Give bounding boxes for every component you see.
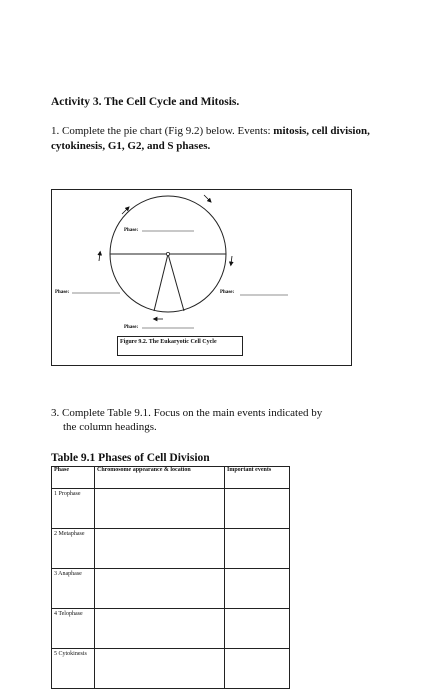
- row-phase-label: 4 Telophase: [54, 611, 83, 617]
- phase-label-bottom: Phase:: [124, 325, 139, 330]
- activity-title: Activity 3. The Cell Cycle and Mitosis.: [51, 96, 240, 108]
- table-row: [52, 529, 290, 569]
- row-phase-label: 3 Anaphase: [54, 571, 82, 577]
- figure-caption: Figure 9.2. The Eukaryotic Cell Cycle: [117, 336, 243, 356]
- arrow-left: [99, 253, 100, 261]
- answer-cell[interactable]: [95, 649, 225, 689]
- phases-table: [51, 466, 290, 689]
- row-phase-label: 1 Prophase: [54, 491, 81, 497]
- answer-cell[interactable]: [95, 489, 225, 529]
- answer-cell[interactable]: [225, 649, 290, 689]
- header-events: Important events: [225, 467, 290, 489]
- answer-cell[interactable]: [225, 609, 290, 649]
- answer-cell[interactable]: [225, 569, 290, 609]
- table-row: [52, 569, 290, 609]
- phase-label-left: Phase:: [55, 290, 70, 295]
- arrow-right: [231, 256, 232, 264]
- answer-cell[interactable]: [225, 529, 290, 569]
- row-phase-label: 2 Metaphase: [54, 531, 85, 537]
- row-phase-cell: [52, 569, 95, 609]
- answer-cell[interactable]: [95, 569, 225, 609]
- instruction-1: [51, 124, 381, 154]
- table-row: [52, 609, 290, 649]
- row-phase-cell: [52, 609, 95, 649]
- answer-cell[interactable]: [95, 529, 225, 569]
- instruction-1-text: 1. Complete the pie chart (Fig 9.2) below. Events:: [51, 125, 274, 137]
- phase-label-right: Phase:: [220, 290, 235, 295]
- table-row: [52, 649, 290, 689]
- answer-cell[interactable]: [225, 489, 290, 529]
- arrow-top-right: [204, 195, 210, 201]
- instruction-1-terms: mitosis, cell division, cytokinesis, G1, G2, and S phases.: [51, 125, 370, 152]
- phase-label-top: Phase:: [124, 228, 139, 233]
- table-title: Table 9.1 Phases of Cell Division: [51, 452, 210, 464]
- header-chromosome: Chromosome appearance & location: [95, 467, 225, 489]
- instruction-3-line2: the column headings.: [63, 421, 157, 433]
- table-header-row: [52, 467, 290, 489]
- wedge-line-right: [168, 254, 184, 311]
- center-dot: [166, 252, 169, 255]
- wedge-line-left: [154, 254, 168, 311]
- row-phase-cell: [52, 489, 95, 529]
- table-row: [52, 489, 290, 529]
- instruction-3: [51, 406, 371, 434]
- instruction-3-line1: 3. Complete Table 9.1. Focus on the main events indicated by: [51, 407, 323, 419]
- row-phase-label: 5 Cytokinesis: [54, 651, 87, 657]
- row-phase-cell: [52, 649, 95, 689]
- header-phase: Phase: [52, 467, 95, 489]
- row-phase-cell: [52, 529, 95, 569]
- answer-cell[interactable]: [95, 609, 225, 649]
